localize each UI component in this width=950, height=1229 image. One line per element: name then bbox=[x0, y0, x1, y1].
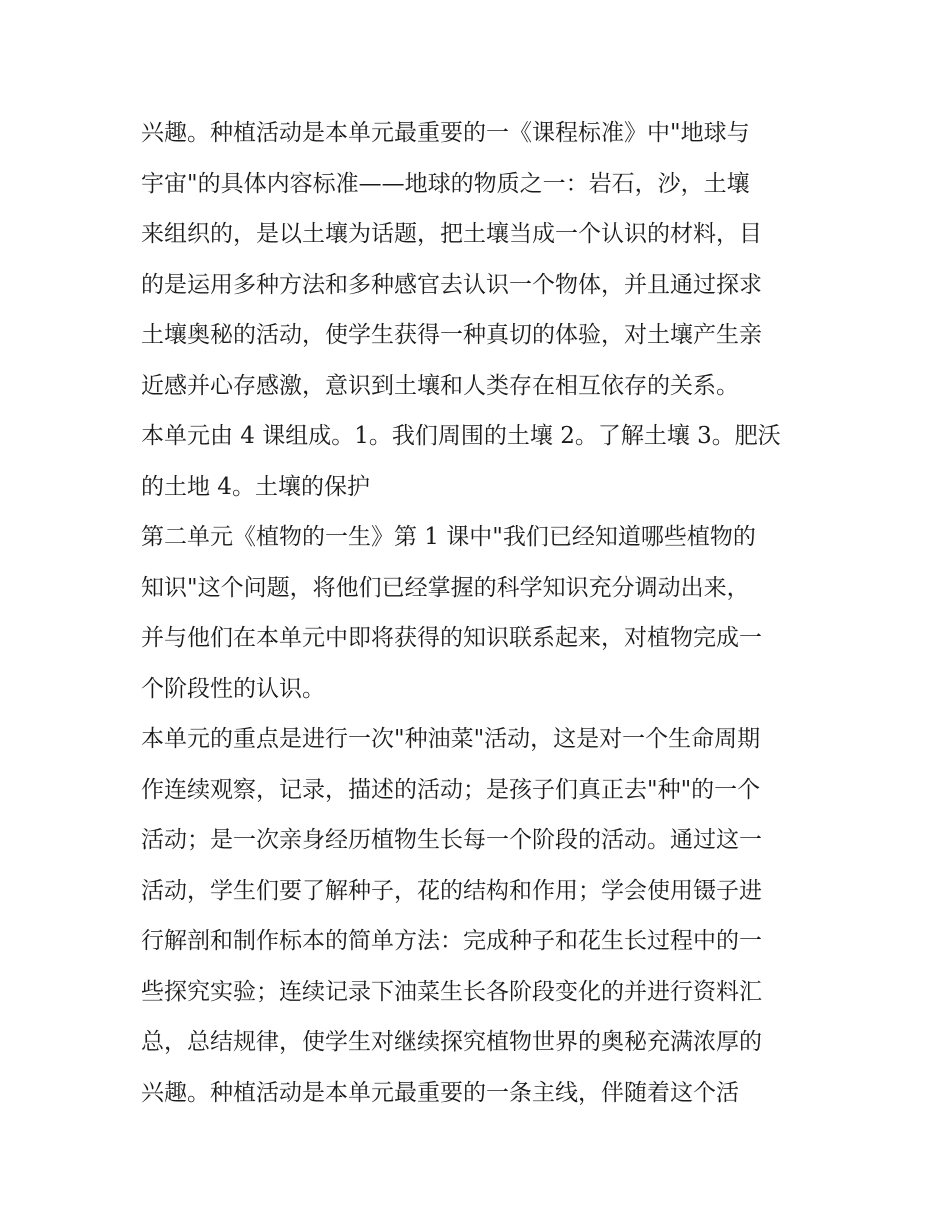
text-line: 个阶段性的认识。 bbox=[141, 675, 325, 702]
text-line: 兴趣。种植活动是本单元最重要的一《课程标准》中"地球与 bbox=[141, 120, 750, 146]
text-line: 知识"这个问题，将他们已经掌握的科学知识充分调动出来， bbox=[141, 574, 750, 601]
text-line: 并与他们在本单元中即将获得的知识联系起来，对植物完成一 bbox=[141, 625, 762, 651]
body-text bbox=[141, 108, 821, 1118]
text-line: 近感并心存感激，意识到土壤和人类存在相互依存的关系。 bbox=[141, 372, 739, 399]
text-line: 活动，学生们要了解种子，花的结构和作用；学会使用镊子进 bbox=[141, 877, 762, 904]
text-line: 来组织的，是以土壤为话题，把土壤当成一个认识的材料，目 bbox=[141, 221, 762, 247]
text-line: 本单元由 4 课组成。1。我们周围的土壤 2。了解土壤 3。肥沃 bbox=[141, 423, 781, 449]
text-line: 总，总结规律，使学生对继续探究植物世界的奥秘充满浓厚的 bbox=[141, 1029, 762, 1055]
text-line: 本单元的重点是进行一次"种油菜"活动，这是对一个生命周期 bbox=[141, 726, 761, 752]
text-line: 作连续观察，记录，描述的活动；是孩子们真正去"种"的一个 bbox=[141, 776, 761, 803]
text-line: 活动；是一次亲身经历植物生长每一个阶段的活动。通过这一 bbox=[141, 827, 762, 853]
text-line: 第二单元《植物的一生》第 1 课中"我们已经知道哪些植物的 bbox=[141, 524, 756, 550]
text-line: 的土地 4。土壤的保护 bbox=[141, 473, 370, 500]
text-line: 土壤奥秘的活动，使学生获得一种真切的体验，对土壤产生亲 bbox=[141, 322, 762, 348]
text-line: 兴趣。种植活动是本单元最重要的一条主线，伴随着这个活 bbox=[141, 1079, 739, 1106]
text-line: 的是运用多种方法和多种感官去认识一个物体，并且通过探求 bbox=[141, 271, 762, 298]
text-line: 些探究实验；连续记录下油菜生长各阶段变化的并进行资料汇 bbox=[141, 978, 762, 1005]
text-line: 宇宙"的具体内容标准——地球的物质之一：岩石，沙，土壤 bbox=[141, 170, 750, 197]
text-line: 行解剖和制作标本的简单方法：完成种子和花生长过程中的一 bbox=[141, 928, 762, 954]
